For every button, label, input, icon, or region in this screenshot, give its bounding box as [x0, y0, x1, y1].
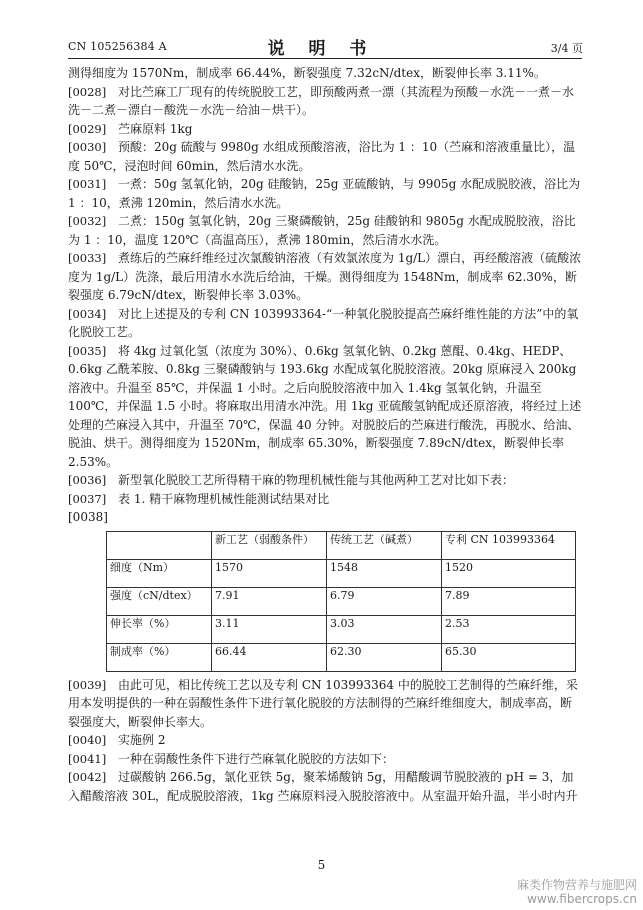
table-cell: 伸长率（%）	[107, 615, 212, 643]
paragraph	[68, 212, 582, 249]
paragraph	[68, 731, 582, 750]
paragraph	[68, 768, 582, 805]
page-number: 5	[317, 858, 326, 872]
table-cell: 3.11	[212, 615, 327, 643]
table-row	[107, 587, 576, 615]
table-header-cell: 新工艺（弱酸条件）	[212, 531, 327, 559]
paragraph-text: 新型氧化脱胶工艺所得精干麻的物理机械性能与其他两种工艺对比如下表：	[118, 473, 515, 487]
paragraph	[68, 471, 582, 490]
header-rule	[68, 58, 582, 59]
table-cell: 7.89	[442, 587, 576, 615]
paragraph-number: [0029]	[68, 121, 107, 136]
table-cell: 3.03	[327, 615, 442, 643]
watermark-title: 麻类作物营养与施肥网	[516, 878, 637, 892]
paragraph	[68, 305, 582, 342]
paragraph-text: 将 4kg 过氧化氢（浓度为 30%）、0.6kg 氢氧化钠、0.2kg 蒽醌、0.4kg、HEDP、0.6kg 乙酰苯胺、0.8kg 三聚磷酸钠与 193.6kg 水配成氧化脱胶溶液。20kg 原麻浸入 200kg 溶液中。升温至 85℃，并保温 1 小时。之后向脱胶溶液中加入 1.4kg 氢氧化钠，升温至 100℃，并保温 1.5 小时。将麻取出用清水冲洗。用 1kg 亚硫酸氢钠配成还原溶液，将经过上述处理的苎麻浸入其中，升温至 70℃，保温 40 分钟。对脱胶后的苎麻进行酸洗，再脱水、给油、脱油、烘干。测得细度为 1520Nm，制成率 65.30%，断裂强度 7.89cN/dtex，断裂伸长率 2.53%。	[68, 343, 582, 469]
table-cell: 62.30	[327, 643, 442, 671]
paragraph-text: 对比苎麻工厂现有的传统脱胶工艺，即预酸两煮一漂（其流程为预酸－水洗－一煮－水洗－二煮－漂白－酸洗－水洗－给油－烘干）。	[68, 84, 575, 117]
paragraph-text: 由此可见，相比传统工艺以及专利 CN 103993364 中的脱胶工艺制得的苎麻纤维，采用本发明提供的一种在弱酸性条件下进行氧化脱胶的方法制得的苎麻纤维细度大，制成率高，断裂强度大，断裂伸长率大。	[68, 677, 578, 729]
paragraph-text: 实施例 2	[118, 733, 166, 747]
paragraph-number: [0041]	[68, 751, 107, 766]
paragraph-number: [0032]	[68, 214, 107, 228]
table-cell: 1520	[442, 559, 576, 587]
paragraph-number: [0028]	[68, 84, 107, 99]
page-indicator: 3/4 页	[550, 42, 583, 55]
paragraph-number: [0040]	[68, 733, 107, 747]
table-row	[107, 615, 576, 643]
page-header	[0, 0, 643, 62]
paragraph-number: [0030]	[68, 140, 107, 154]
paragraph	[68, 490, 582, 509]
table-cell: 6.79	[327, 587, 442, 615]
paragraph-text: 测得细度为 1570Nm，制成率 66.44%，断裂强度 7.32cN/dtex，断裂伸长率 3.11%。	[68, 66, 546, 80]
paragraph-text: 预酸：20g 硫酸与 9980g 水组成预酸溶液，浴比为 1 ：10（苎麻和溶液重量比），温度 50℃，浸泡时间 60min，然后清水水洗。	[68, 140, 576, 173]
table-cell: 1548	[327, 559, 442, 587]
watermark	[517, 878, 637, 906]
paragraph	[68, 750, 582, 769]
paragraph-text: 一种在弱酸性条件下进行苎麻氧化脱胶的方法如下：	[118, 751, 395, 766]
table-cell: 强度（cN/dtex）	[107, 587, 212, 615]
document-body	[68, 64, 582, 805]
table-header-cell: 传统工艺（碱煮）	[327, 531, 442, 559]
table-caption: 表 1. 精干麻物理机械性能测试结果对比	[118, 491, 330, 506]
paragraph-text: 对比上述提及的专利 CN 103993364-“一种氧化脱胶提高苎麻纤维性能的方法”中的氧化脱胶工艺。	[68, 306, 579, 339]
paragraph-number: [0042]	[68, 770, 107, 784]
table-cell: 2.53	[442, 615, 576, 643]
paragraph-number: [0036]	[68, 473, 107, 487]
table-cell	[107, 531, 212, 559]
paragraph-number: [0038]	[68, 510, 108, 524]
paragraph	[68, 342, 582, 472]
paragraph	[68, 138, 582, 175]
table-row	[107, 643, 576, 671]
paragraph-number: [0034]	[68, 306, 107, 321]
table-cell: 66.44	[212, 643, 327, 671]
paragraph	[68, 175, 582, 212]
table-cell: 7.91	[212, 587, 327, 615]
paragraph	[68, 676, 582, 732]
paragraph	[68, 508, 582, 527]
paragraph-text: 煮练后的苎麻纤维经过次氯酸钠溶液（有效氯浓度为 1g/L）漂白，再经酸溶液（硫酸浓度为 1g/L）洗涤，最后用清水水洗后给油，干燥。测得细度为 1548Nm，制成率 62.30%，断裂强度 6.79cN/dtex，断裂伸长率 3.03%。	[68, 251, 582, 302]
watermark-url: www.fibercrops.cn	[527, 892, 637, 906]
paragraph	[68, 249, 582, 305]
patent-number: CN 105256384 A	[68, 40, 167, 53]
table-cell: 65.30	[442, 643, 576, 671]
paragraph-number: [0033]	[68, 251, 107, 265]
table-cell: 1570	[212, 559, 327, 587]
paragraph-text: 过碳酸钠 266.5g，氯化亚铁 5g，聚苯烯酸钠 5g，用醋酸调节脱胶液的 pH = 3，加入醋酸溶液 30L，配成脱胶溶液，1kg 苎麻原料浸入脱胶溶液中。从室温开始升温，半小时内升	[68, 770, 578, 803]
paragraph-text: 二煮：150g 氢氧化钠，20g 三聚磷酸钠，25g 硅酸钠和 9805g 水配成脱胶液，浴比为 1 ：10，温度 120℃（高温高压），煮沸 180min，然后清水水洗。	[68, 214, 576, 247]
document-title: 说 明 书	[267, 39, 376, 59]
table-row	[107, 559, 576, 587]
paragraph-text: 苎麻原料 1kg	[118, 121, 193, 136]
table-cell: 制成率（%）	[107, 643, 212, 671]
table-header-cell: 专利 CN 103993364	[442, 531, 576, 559]
paragraph-number: [0037]	[68, 491, 107, 506]
paragraph	[68, 120, 582, 139]
paragraph-text: 一煮：50g 氢氧化钠，20g 硅酸钠，25g 亚硫酸钠，与 9905g 水配成脱胶液，浴比为 1 ：10，煮沸 120min，然后清水水洗。	[68, 177, 581, 210]
paragraph-number: [0031]	[68, 177, 107, 191]
paragraph	[68, 83, 582, 120]
table-cell: 细度（Nm）	[107, 559, 212, 587]
comparison-table	[106, 531, 576, 672]
paragraph-number: [0039]	[68, 677, 107, 692]
paragraph	[68, 64, 582, 83]
paragraph-number: [0035]	[68, 343, 107, 358]
table-header-row	[107, 531, 576, 559]
